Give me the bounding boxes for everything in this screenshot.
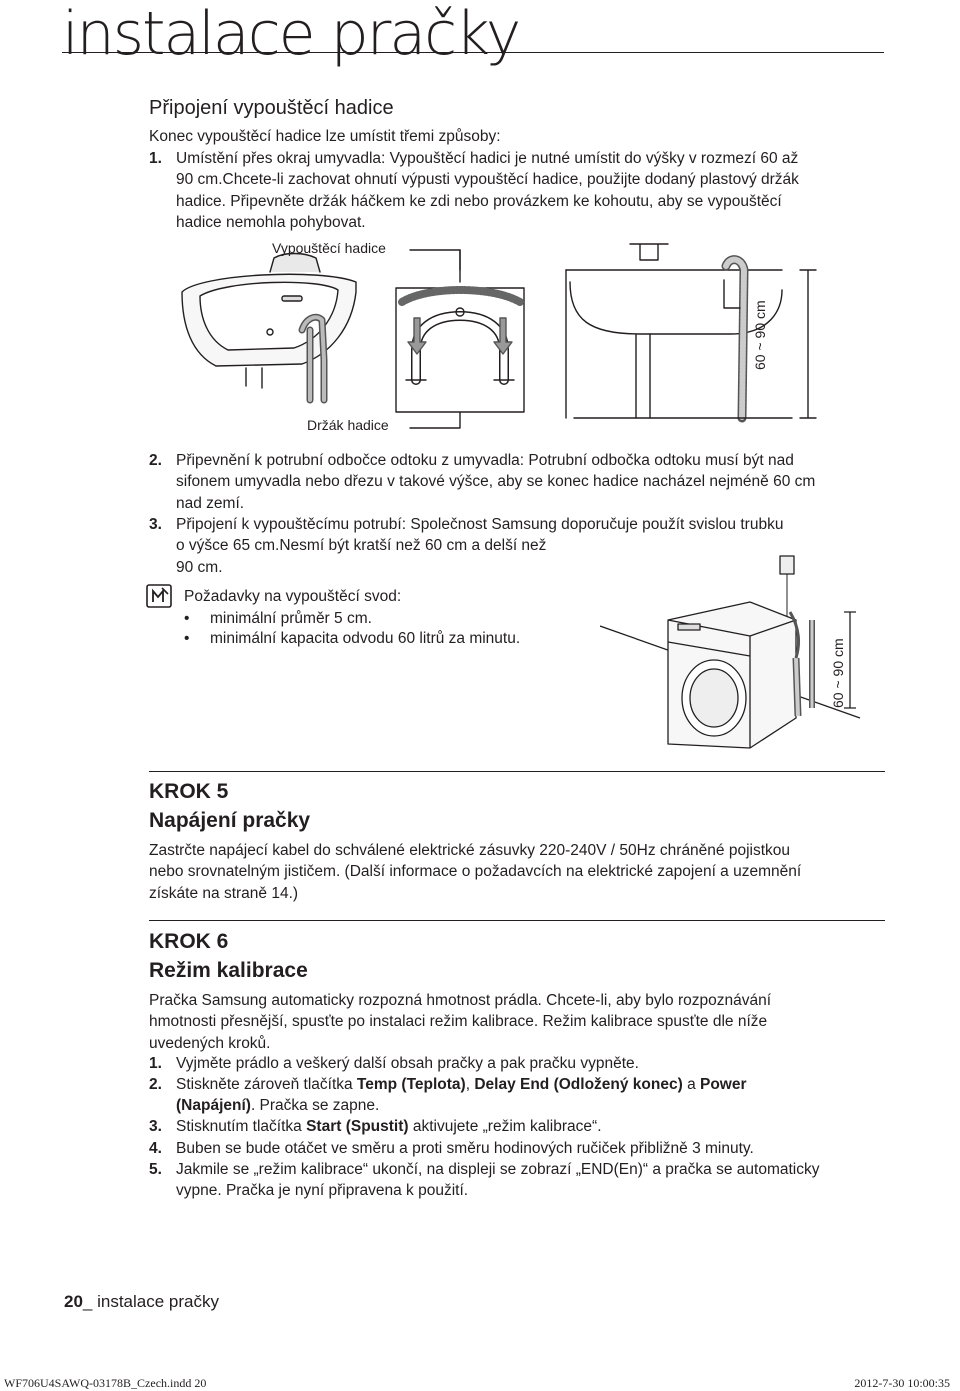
basin-hose-figure <box>170 230 820 440</box>
step-number: 4. <box>149 1140 162 1157</box>
page-title: instalace pračky <box>62 0 520 69</box>
section-divider <box>149 920 885 921</box>
step-1-title: Umístění přes okraj umyvadla: <box>176 150 386 167</box>
step-text: Vyjměte prádlo a veškerý další obsah pračky a pak pračku vypněte. <box>176 1055 639 1072</box>
krok-6-intro-line: uvedených kroků. <box>149 1034 271 1052</box>
step-3-text: o výšce 65 cm.Nesmí být kratší než 60 cm a delší než <box>176 537 547 555</box>
section-intro: Konec vypouštěcí hadice lze umístit třemi způsoby: <box>149 128 501 145</box>
calibration-step-2 <box>149 1074 909 1118</box>
step-1-text: hadice. Připevněte držák háčkem ke zdi nebo provázkem ke kohoutu, aby se vypouštěcí <box>176 192 782 210</box>
note-title: Požadavky na vypouštěcí svod: <box>184 588 402 605</box>
figure-label-height: 60 ~ 90 cm <box>752 300 768 370</box>
note-bullet-text: minimální kapacita odvodu 60 litrů za minutu. <box>210 630 521 647</box>
note-bullet: • minimální kapacita odvodu 60 litrů za minutu. <box>184 630 521 647</box>
step-2-text: sifonem umyvadla nebo dřezu v takové výšce, aby se konec hadice nacházel nejméně 60 cm <box>176 473 816 491</box>
krok-5-line: získáte na straně 14.) <box>149 884 299 902</box>
krok-5-line: Zastrčte napájecí kabel do schválené elektrické zásuvky 220-240V / 50Hz chráněné pojistkou <box>149 842 791 859</box>
figure-label-holder: Držák hadice <box>307 417 389 433</box>
button-name-temp: Temp (Teplota) <box>356 1076 466 1093</box>
step-number: 2. <box>149 452 162 469</box>
button-name-power: Power <box>700 1076 747 1093</box>
note-bullet-text: minimální průměr 5 cm. <box>210 610 372 627</box>
note-bullet: • minimální průměr 5 cm. <box>184 610 372 627</box>
step-number: 5. <box>149 1161 162 1178</box>
figure-label-height-2: 60 ~ 90 cm <box>830 638 846 708</box>
krok-6-intro <box>149 990 909 1054</box>
step-text: Stiskněte zároveň tlačítka <box>176 1076 357 1093</box>
step-3-text: Společnost Samsung doporučuje použít svislou trubku <box>406 516 784 533</box>
step-text: aktivujete „režim kalibrace“. <box>408 1118 602 1135</box>
print-info-file: WF706U4SAWQ-03178B_Czech.indd 20 <box>4 1376 207 1390</box>
step-text: , <box>465 1076 475 1093</box>
krok-6-intro-line: hmotnosti přesnější, spusťte po instalaci režim kalibrace. Režim kalibrace spusťte dle níže <box>149 1013 768 1031</box>
step-2-text: Potrubní odbočka odtoku musí být nad <box>524 452 794 469</box>
step-text: . Pračka se zapne. <box>250 1097 380 1115</box>
step-2 <box>149 450 909 516</box>
step-1-text: hadice nemohla pohybovat. <box>176 214 366 232</box>
calibration-step-1 <box>149 1053 909 1075</box>
step-1 <box>149 148 909 238</box>
step-text: vypne. Pračka je nyní připravena k použití. <box>176 1182 469 1200</box>
page-footer-label: _ instalace pračky <box>82 1292 219 1311</box>
krok-6-subtitle: Režim kalibrace <box>149 959 308 982</box>
page-number: 20 <box>64 1292 83 1311</box>
section-divider <box>149 771 885 772</box>
step-1-text: 90 cm.Chcete-li zachovat ohnutí výpusti vypouštěcí hadice, použijte dodaný plastový držák <box>176 171 799 189</box>
step-text: a <box>682 1076 700 1093</box>
button-name-delay-end: Delay End (Odložený konec) <box>474 1076 683 1093</box>
title-rule <box>62 52 884 53</box>
step-number: 1. <box>149 1055 162 1072</box>
section-heading: Připojení vypouštěcí hadice <box>149 97 394 119</box>
button-name-start: Start (Spustit) <box>306 1118 409 1135</box>
step-3-title: Připojení k vypouštěcímu potrubí: <box>176 516 407 533</box>
krok-5-title: KROK 5 <box>149 780 229 803</box>
figure-label-hose: Vypouštěcí hadice <box>272 240 386 256</box>
step-3-text: 90 cm. <box>176 558 223 576</box>
step-1-text: Vypouštěcí hadici je nutné umístit do výšky v rozmezí 60 až <box>385 150 799 167</box>
step-text: Jakmile se „režim kalibrace“ ukončí, na displeji se zobrazí „END(En)“ a pračka se automaticky <box>176 1161 820 1178</box>
page-footer <box>64 1292 219 1312</box>
print-info-date: 2012-7-30 10:00:35 <box>854 1376 950 1390</box>
washer-standpipe-figure <box>600 548 890 766</box>
krok-5-line: nebo srovnatelným jističem. (Další informace o požadavcích na elektrické zapojení a uzemnění <box>149 863 802 881</box>
step-2-text: nad zemí. <box>176 494 245 512</box>
step-number: 3. <box>149 516 162 533</box>
calibration-step-5 <box>149 1159 909 1203</box>
step-number: 3. <box>149 1118 162 1135</box>
step-text: Stisknutím tlačítka <box>176 1118 307 1135</box>
step-text: Buben se bude otáčet ve směru a proti směru hodinových ručiček přibližně 3 minuty. <box>176 1140 754 1157</box>
krok-5-text <box>149 840 909 904</box>
step-number: 1. <box>149 150 162 167</box>
krok-6-intro-line: Pračka Samsung automaticky rozpozná hmotnost prádla. Chcete-li, aby bylo rozpoznávání <box>149 992 772 1009</box>
krok-6-title: KROK 6 <box>149 930 229 953</box>
krok-5-subtitle: Napájení pračky <box>149 809 311 832</box>
calibration-step-3 <box>149 1116 909 1138</box>
step-2-title: Připevnění k potrubní odbočce odtoku z umyvadla: <box>176 452 525 469</box>
button-name-power: (Napájení) <box>176 1097 251 1115</box>
step-number: 2. <box>149 1076 162 1093</box>
calibration-step-4 <box>149 1138 909 1160</box>
note-icon <box>146 584 172 608</box>
